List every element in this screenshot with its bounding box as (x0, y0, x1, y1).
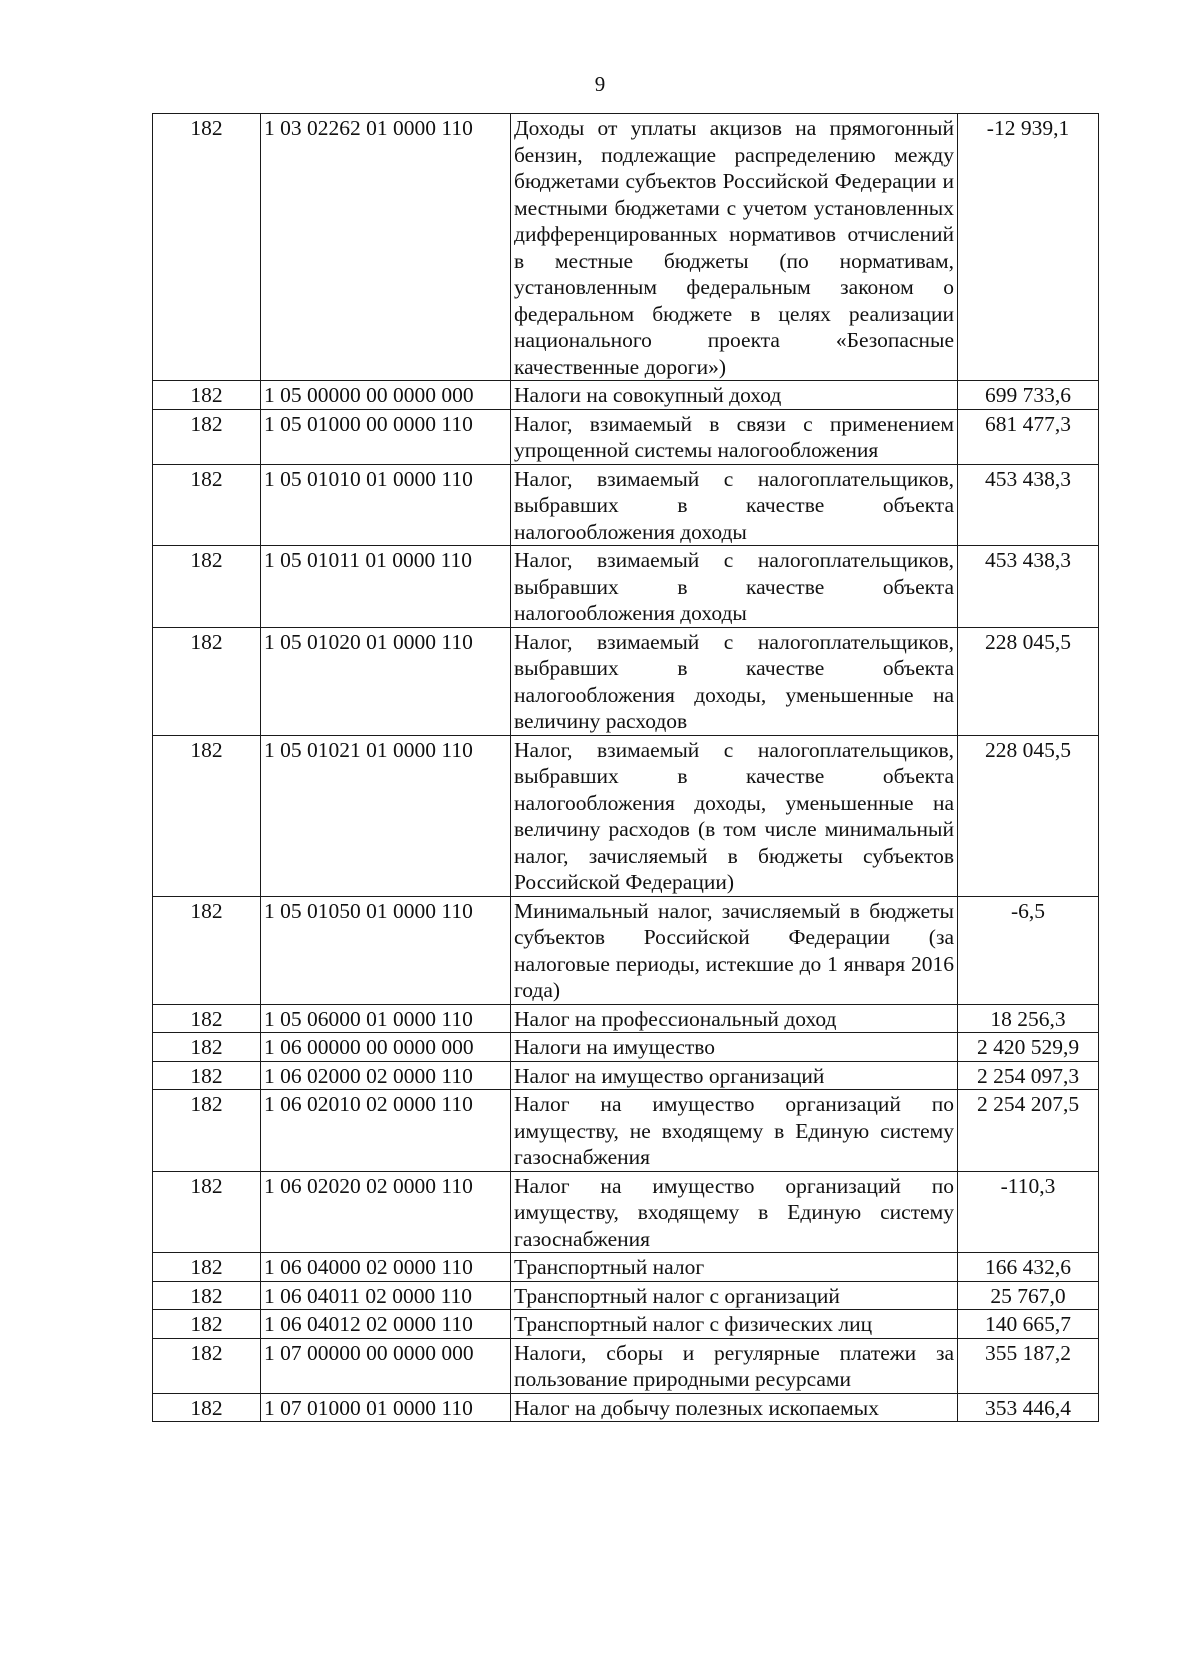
revenue-name-cell: Транспортный налог с организаций (511, 1281, 958, 1310)
admin-code-cell: 182 (153, 735, 261, 896)
admin-code-cell: 182 (153, 1393, 261, 1422)
budget-code-cell: 1 06 04000 02 0000 110 (261, 1253, 511, 1282)
budget-code-cell: 1 03 02262 01 0000 110 (261, 114, 511, 381)
table-row (153, 464, 1099, 546)
budget-code-cell: 1 06 04012 02 0000 110 (261, 1310, 511, 1339)
revenue-name-cell: Транспортный налог с физических лиц (511, 1310, 958, 1339)
admin-code-cell: 182 (153, 114, 261, 381)
budget-code-cell: 1 05 06000 01 0000 110 (261, 1004, 511, 1033)
revenue-name-cell: Налог, взимаемый с налогоплательщиков, выбравших в качестве объекта налогообложения доходы (511, 546, 958, 628)
table-row (153, 896, 1099, 1004)
budget-code-cell: 1 05 00000 00 0000 000 (261, 381, 511, 410)
table-row (153, 1171, 1099, 1253)
table-body (153, 114, 1099, 1422)
amount-cell: 353 446,4 (958, 1393, 1099, 1422)
admin-code-cell: 182 (153, 1253, 261, 1282)
revenue-name-cell: Транспортный налог (511, 1253, 958, 1282)
table-row (153, 1004, 1099, 1033)
admin-code-cell: 182 (153, 1310, 261, 1339)
amount-cell: 453 438,3 (958, 464, 1099, 546)
amount-cell: 2 254 097,3 (958, 1061, 1099, 1090)
admin-code-cell: 182 (153, 1090, 261, 1172)
table-row (153, 1310, 1099, 1339)
budget-code-cell: 1 07 00000 00 0000 000 (261, 1338, 511, 1393)
revenue-name-cell: Налог, взимаемый с налогоплательщиков, выбравших в качестве объекта налогообложения доходы (511, 464, 958, 546)
table-row (153, 546, 1099, 628)
budget-code-cell: 1 05 01011 01 0000 110 (261, 546, 511, 628)
amount-cell: 18 256,3 (958, 1004, 1099, 1033)
revenue-name-cell: Налог, взимаемый с налогоплательщиков, выбравших в качестве объекта налогообложения доходы, уменьшенные на величину расходов (511, 627, 958, 735)
revenue-name-cell: Минимальный налог, зачисляемый в бюджеты субъектов Российской Федерации (за налоговые периоды, истекшие до 1 января 2016 года) (511, 896, 958, 1004)
admin-code-cell: 182 (153, 381, 261, 410)
admin-code-cell: 182 (153, 1171, 261, 1253)
table-row (153, 627, 1099, 735)
revenue-name-cell: Налог на имущество организаций (511, 1061, 958, 1090)
amount-cell: 2 254 207,5 (958, 1090, 1099, 1172)
admin-code-cell: 182 (153, 1338, 261, 1393)
table-row (153, 1393, 1099, 1422)
admin-code-cell: 182 (153, 464, 261, 546)
revenue-name-cell: Налог на профессиональный доход (511, 1004, 958, 1033)
revenue-name-cell: Доходы от уплаты акцизов на прямогонный бензин, подлежащие распределению между бюджетами субъектов Российской Федерации и местными бюджетами с учетом установленных дифференцированных нормативов отчислений в местные бюджеты (по нормативам, установленным федеральным законом о федеральном бюджете в целях реализации национального проекта «Безопасные качественные дороги») (511, 114, 958, 381)
revenue-name-cell: Налоги, сборы и регулярные платежи за пользование природными ресурсами (511, 1338, 958, 1393)
table-row (153, 1090, 1099, 1172)
admin-code-cell: 182 (153, 1033, 261, 1062)
table-row (153, 1253, 1099, 1282)
amount-cell: 681 477,3 (958, 409, 1099, 464)
admin-code-cell: 182 (153, 1061, 261, 1090)
amount-cell: 140 665,7 (958, 1310, 1099, 1339)
budget-code-cell: 1 07 01000 01 0000 110 (261, 1393, 511, 1422)
table-row (153, 1061, 1099, 1090)
revenue-name-cell: Налог на имущество организаций по имуществу, не входящему в Единую систему газоснабжения (511, 1090, 958, 1172)
table-row (153, 1281, 1099, 1310)
table-row (153, 409, 1099, 464)
amount-cell: 166 432,6 (958, 1253, 1099, 1282)
table-row (153, 114, 1099, 381)
amount-cell: 2 420 529,9 (958, 1033, 1099, 1062)
revenue-table (152, 113, 1099, 1422)
budget-code-cell: 1 05 01050 01 0000 110 (261, 896, 511, 1004)
budget-code-cell: 1 05 01021 01 0000 110 (261, 735, 511, 896)
amount-cell: 453 438,3 (958, 546, 1099, 628)
budget-code-cell: 1 06 02010 02 0000 110 (261, 1090, 511, 1172)
budget-code-cell: 1 05 01010 01 0000 110 (261, 464, 511, 546)
budget-code-cell: 1 05 01020 01 0000 110 (261, 627, 511, 735)
amount-cell: 25 767,0 (958, 1281, 1099, 1310)
revenue-name-cell: Налог, взимаемый в связи с применением упрощенной системы налогообложения (511, 409, 958, 464)
revenue-name-cell: Налог, взимаемый с налогоплательщиков, выбравших в качестве объекта налогообложения доходы, уменьшенные на величину расходов (в том числе минимальный налог, зачисляемый в бюджеты субъектов Российской Федерации) (511, 735, 958, 896)
admin-code-cell: 182 (153, 546, 261, 628)
budget-code-cell: 1 05 01000 00 0000 110 (261, 409, 511, 464)
admin-code-cell: 182 (153, 627, 261, 735)
table-row (153, 1033, 1099, 1062)
amount-cell: 699 733,6 (958, 381, 1099, 410)
table-row (153, 1338, 1099, 1393)
admin-code-cell: 182 (153, 409, 261, 464)
amount-cell: 228 045,5 (958, 627, 1099, 735)
table-row (153, 381, 1099, 410)
table-row (153, 735, 1099, 896)
revenue-name-cell: Налоги на имущество (511, 1033, 958, 1062)
revenue-name-cell: Налоги на совокупный доход (511, 381, 958, 410)
amount-cell: -12 939,1 (958, 114, 1099, 381)
budget-code-cell: 1 06 04011 02 0000 110 (261, 1281, 511, 1310)
amount-cell: 355 187,2 (958, 1338, 1099, 1393)
budget-code-cell: 1 06 02000 02 0000 110 (261, 1061, 511, 1090)
amount-cell: -110,3 (958, 1171, 1099, 1253)
budget-code-cell: 1 06 02020 02 0000 110 (261, 1171, 511, 1253)
admin-code-cell: 182 (153, 1004, 261, 1033)
admin-code-cell: 182 (153, 1281, 261, 1310)
page-number: 9 (594, 72, 606, 96)
revenue-name-cell: Налог на имущество организаций по имуществу, входящему в Единую систему газоснабжения (511, 1171, 958, 1253)
revenue-name-cell: Налог на добычу полезных ископаемых (511, 1393, 958, 1422)
budget-code-cell: 1 06 00000 00 0000 000 (261, 1033, 511, 1062)
amount-cell: 228 045,5 (958, 735, 1099, 896)
amount-cell: -6,5 (958, 896, 1099, 1004)
admin-code-cell: 182 (153, 896, 261, 1004)
